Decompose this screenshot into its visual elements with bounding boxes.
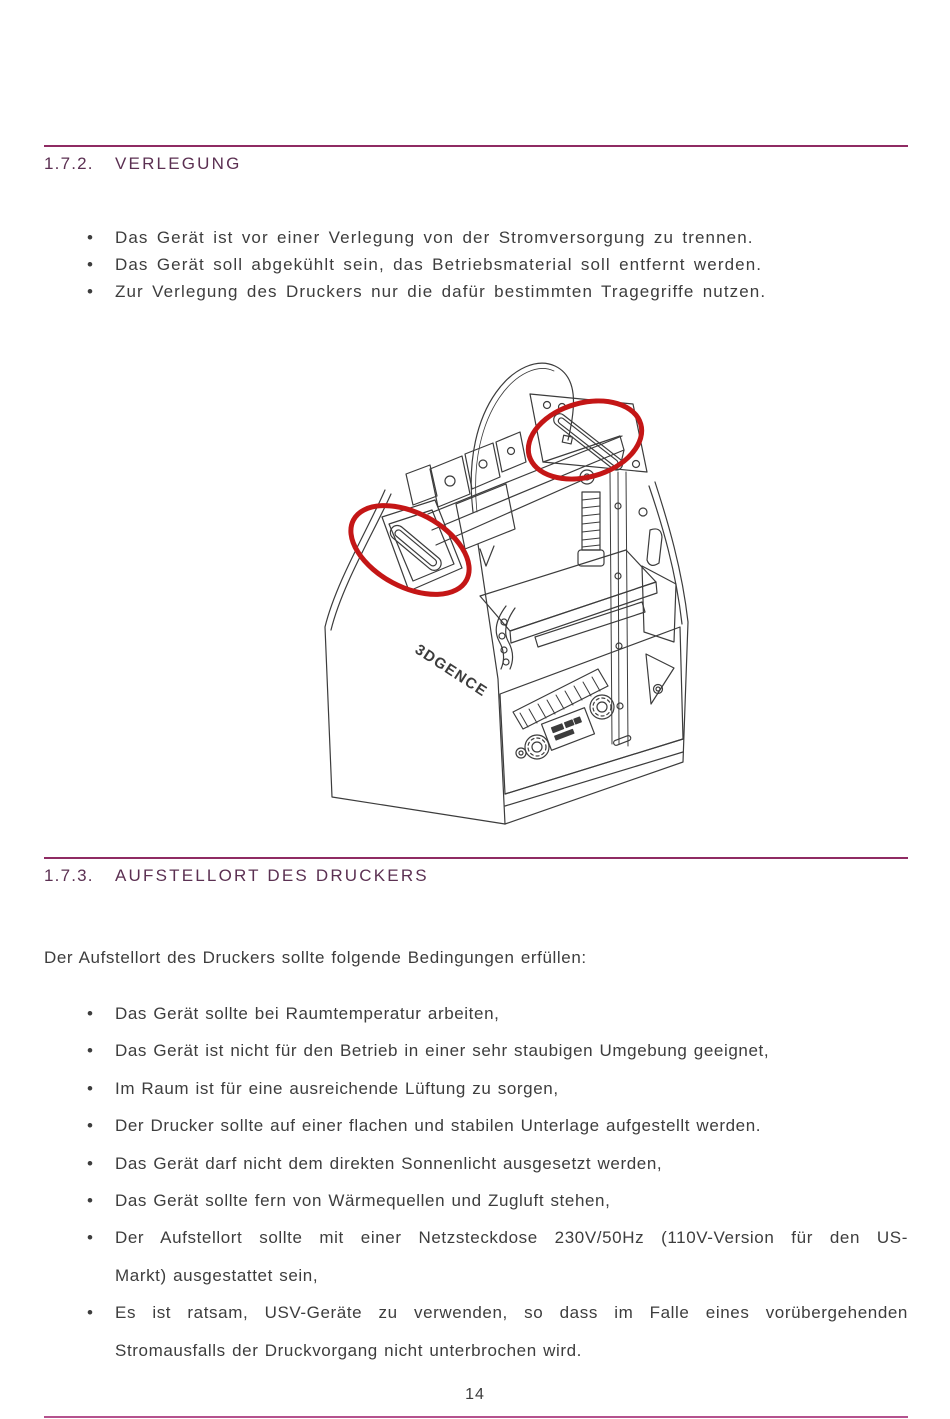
bullet-line: Stromausfalls der Druckvorgang nicht unterbrochen wird.	[115, 1340, 582, 1360]
bullet-item	[85, 995, 908, 1032]
bullet-line: • Der Drucker sollte auf einer flachen und stabilen Unterlage aufgestellt werden.	[115, 1116, 762, 1136]
bullet-item	[85, 1219, 908, 1294]
bullet-list-relocation	[85, 224, 766, 305]
page-number: 14	[465, 1386, 485, 1403]
bullet-line: • Es ist ratsam, USV-Geräte zu verwenden, so dass im Falle eines vorübergehenden	[115, 1303, 908, 1323]
section-rule-top	[44, 145, 908, 147]
bullet-line: • Das Gerät darf nicht dem direkten Sonnenlicht ausgesetzt werden,	[115, 1153, 663, 1173]
section-title: AUFSTELLORT DES DRUCKERS	[115, 866, 429, 885]
carry-handle-highlight-left	[336, 487, 484, 612]
bullet-item	[85, 251, 766, 278]
bullet-item	[85, 1182, 908, 1219]
section-heading-1	[44, 153, 242, 175]
carry-handle-slot-left	[388, 523, 444, 574]
bullet-line: Markt) ausgestattet sein,	[115, 1265, 319, 1285]
intro-paragraph: Der Aufstellort des Druckers sollte folgende Bedingungen erfüllen:	[44, 948, 587, 967]
section-number: 1.7.3.	[44, 866, 94, 885]
bullet-item	[85, 1145, 908, 1182]
bullet-line: • Zur Verlegung des Druckers nur die dafür bestimmten Tragegriffe nutzen.	[115, 282, 767, 301]
bullet-line: • Das Gerät soll abgekühlt sein, das Betriebsmaterial soll entfernt werden.	[115, 255, 763, 274]
bullet-item	[85, 1294, 908, 1369]
printer-logo-text: 3DGENCE	[411, 641, 491, 701]
bullet-item	[85, 1032, 908, 1069]
bullet-line: • Das Gerät sollte fern von Wärmequellen und Zugluft stehen,	[115, 1191, 611, 1211]
bullet-line: • Das Gerät ist vor einer Verlegung von der Stromversorgung zu trennen.	[115, 228, 754, 247]
bullet-item	[85, 278, 766, 305]
section-heading-2	[44, 865, 429, 887]
bullet-line: • Im Raum ist für eine ausreichende Lüftung zu sorgen,	[115, 1078, 559, 1098]
bullet-line: • Der Aufstellort sollte mit einer Netzsteckdose 230V/50Hz (110V-Version für den US-	[115, 1228, 908, 1248]
bullet-list-location	[85, 995, 908, 1369]
printer-figure	[310, 344, 692, 826]
footer-rule	[44, 1416, 908, 1418]
bullet-item	[85, 224, 766, 251]
section-rule-middle	[44, 857, 908, 859]
section-title: VERLEGUNG	[115, 154, 242, 173]
printer-illustration	[310, 344, 692, 826]
bullet-line: • Das Gerät sollte bei Raumtemperatur arbeiten,	[115, 1004, 500, 1023]
bullet-item	[85, 1070, 908, 1107]
bullet-item	[85, 1107, 908, 1144]
bullet-line: • Das Gerät ist nicht für den Betrieb in einer sehr staubigen Umgebung geeignet,	[115, 1041, 770, 1061]
section-number: 1.7.2.	[44, 154, 94, 173]
